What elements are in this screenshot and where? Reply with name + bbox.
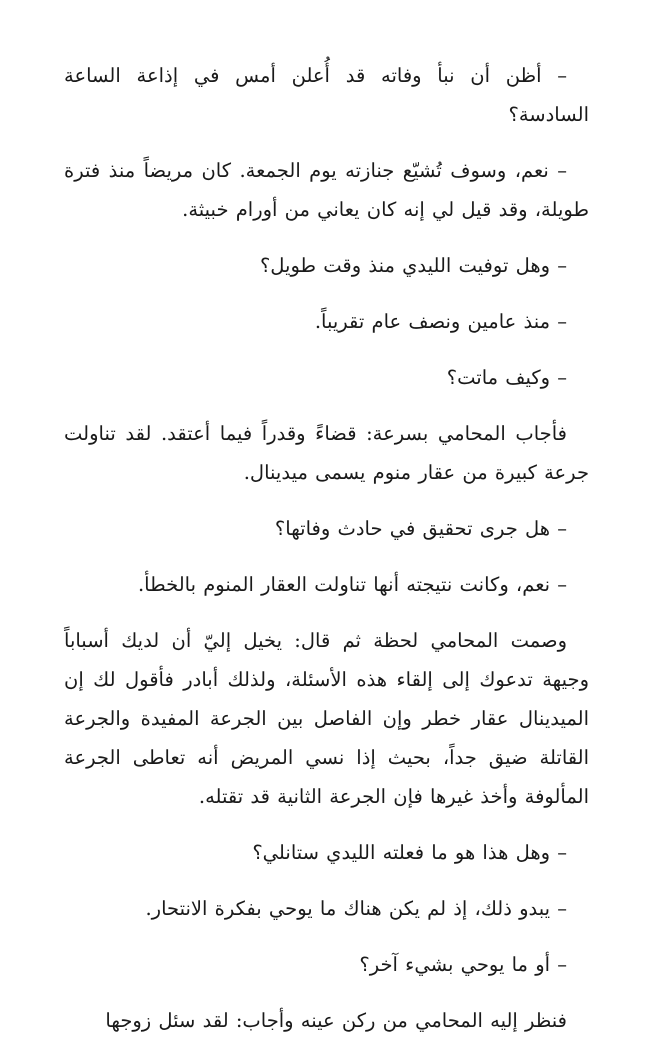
narration-paragraph: فأجاب المحامي بسرعة: قضاءً وقدراً فيما أعتقد. لقد تناولت جرعة كبيرة من عقار منوم يسمى ميدينال. (64, 422, 589, 484)
narration-paragraph: فنظر إليه المحامي من ركن عينه وأجاب: لقد سئل زوجها (105, 1009, 567, 1032)
dialogue-line: – وهل هذا هو ما فعلته الليدي ستانلي؟ (252, 841, 567, 864)
dialogue-line: – أظن أن نبأ وفاته قد أُعلن أمس في إذاعة الساعة السادسة؟ (64, 64, 589, 126)
dialogue-line: – وهل توفيت الليدي منذ وقت طويل؟ (259, 254, 567, 277)
dialogue-line: – نعم، وكانت نتيجته أنها تناولت العقار المنوم بالخطأ. (137, 573, 567, 596)
narration-paragraph: وصمت المحامي لحظة ثم قال: يخيل إليّ أن لديك أسباباً وجيهة تدعوك إلى إلقاء هذه الأسئلة، ولذلك أبادر فأقول لك إن الميدينال عقار خطر وإن الفاصل بين الجرعة المفيدة والجرعة القاتلة ضيق جداً، بحيث إذا نسي المريض أنه تعاطى الجرعة المألوفة وأخذ غيرها فإن الجرعة الثانية قد تقتله. (64, 629, 589, 808)
dialogue-line: – وكيف ماتت؟ (446, 366, 567, 389)
dialogue-line: – أو ما يوحي بشيء آخر؟ (359, 953, 567, 976)
dialogue-line: – نعم، وسوف تُشيّع جنازته يوم الجمعة. كان مريضاً منذ فترة طويلة، وقد قيل لي إنه كان يعاني من أورام خبيثة. (64, 159, 589, 221)
dialogue-line: – هل جرى تحقيق في حادث وفاتها؟ (274, 517, 567, 540)
dialogue-line: – منذ عامين ونصف عام تقريباً. (314, 310, 567, 333)
dialogue-line: – يبدو ذلك، إذ لم يكن هناك ما يوحي بفكرة الانتحار. (145, 897, 567, 920)
